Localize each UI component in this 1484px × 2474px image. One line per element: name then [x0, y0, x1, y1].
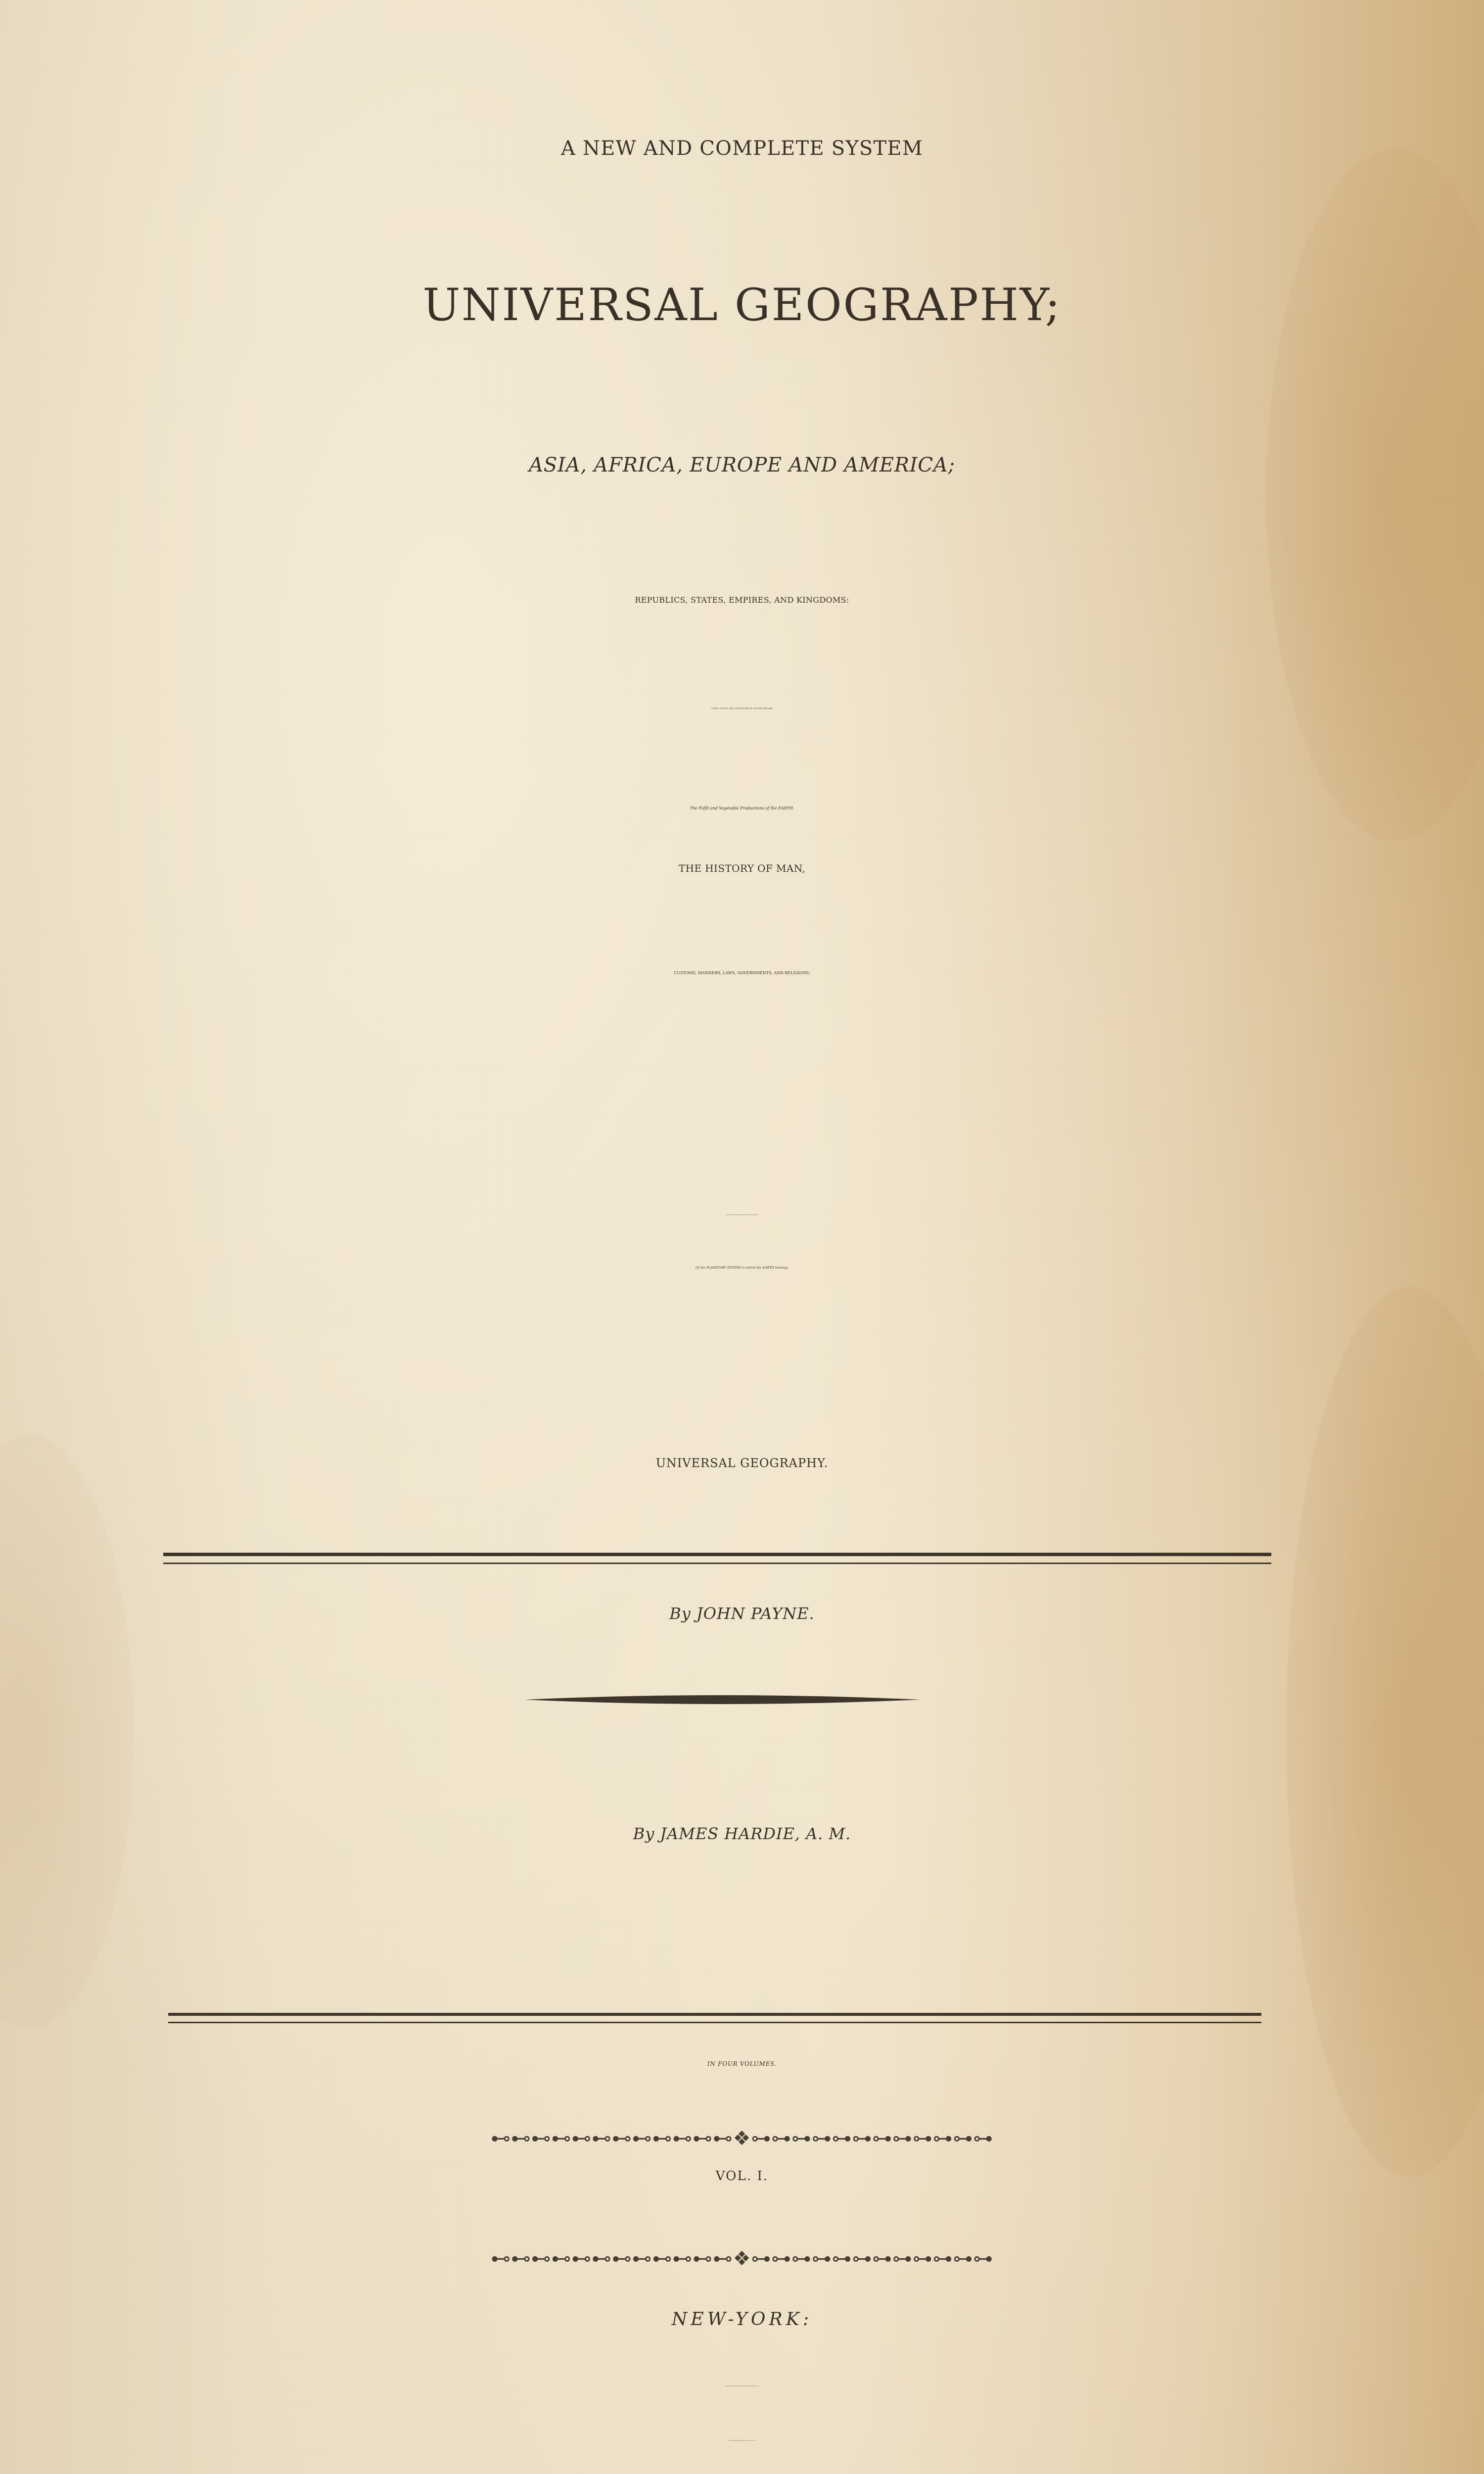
ornament-rule-icon: ⊷⊷⊷⊷⊷⊷⊷⊷⊷⊷⊷⊷❖⊶⊶⊶⊶⊶⊶⊶⊶⊶⊶⊶⊶ — [491, 2247, 993, 2270]
double-rule — [168, 2013, 1261, 2016]
double-rule — [168, 2022, 1261, 2023]
imprint-line-2: THE SHAKESPEARES HEAD, No. 332 Water-Street, — [728, 2440, 756, 2441]
universal-geography-line: UNIVERSAL GEOGRAPHY. — [655, 1456, 829, 1470]
continents-line: ASIA, AFRICA, EUROPE AND AMERICA; — [529, 454, 955, 476]
imprint-line-1: PRINTED FOR, AND SOLD BY JOHN LOW, BOOK-SELLER, AT — [725, 2386, 759, 2387]
paper-stain — [1266, 148, 1484, 841]
title-line-1: A NEW AND COMPLETE SYSTEM — [561, 137, 923, 160]
customs-line: CUSTOMS, MANNERS, LAWS, GOVERNMENTS, AND RELIGIONS: — [674, 971, 810, 975]
paper-stain — [1286, 1286, 1484, 2177]
double-rule — [163, 1553, 1271, 1556]
volume-number-line: VOL. I. — [715, 2169, 769, 2184]
place-line: NEW-YORK: — [671, 2309, 813, 2330]
cities-line: CITIES, TOWNS, AND CURIOSITIES OF NATURE AND ART, — [711, 707, 773, 710]
astronomy-line: A VIEW OF ASTRONOMY, AS CONNECTED WITH GEOGRAPHY; — [726, 1215, 758, 1216]
double-rule — [163, 1563, 1271, 1564]
volumes-line: IN FOUR VOLUMES. — [707, 2060, 777, 2067]
ornament-rule-icon: ⊷⊷⊷⊷⊷⊷⊷⊷⊷⊷⊷⊷❖⊶⊶⊶⊶⊶⊶⊶⊶⊶⊶⊶⊶ — [491, 2127, 993, 2150]
planetary-line: Of the PLANETARY SYSTEM to which the EARTH belongs; — [695, 1266, 789, 1270]
paper-stain — [0, 1435, 134, 2029]
fossil-line: The Foſſil and Vegetable Productions of the EARTH. — [690, 806, 794, 810]
republics-line: REPUBLICS, STATES, EMPIRES, AND KINGDOMS: — [635, 595, 849, 605]
main-title: UNIVERSAL GEOGRAPHY; — [422, 279, 1062, 331]
author-line: By JOHN PAYNE. — [669, 1604, 815, 1623]
editor-line: By JAMES HARDIE, A. M. — [633, 1824, 851, 1843]
swelled-rule — [524, 1690, 920, 1710]
history-of-man-line: THE HISTORY OF MAN, — [678, 862, 806, 874]
